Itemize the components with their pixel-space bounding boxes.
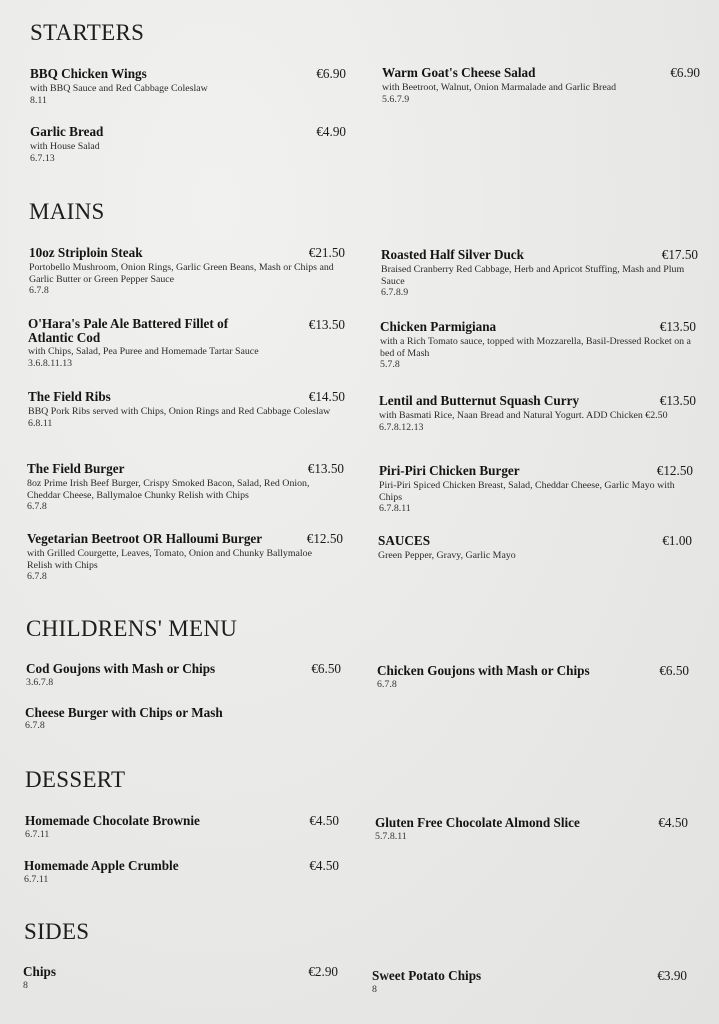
menu-item <box>27 461 344 513</box>
item-name: The Field Burger <box>27 461 125 476</box>
item-name: Gluten Free Chocolate Almond Slice <box>375 815 580 830</box>
item-price: €13.50 <box>307 461 344 476</box>
menu-item <box>25 706 341 732</box>
item-price: €6.90 <box>316 66 346 81</box>
menu-item <box>25 813 339 841</box>
menu-item <box>378 533 692 562</box>
menu-item <box>30 66 346 106</box>
item-name: Roasted Half Silver Duck <box>381 247 524 262</box>
item-description: Green Pepper, Gravy, Garlic Mayo <box>378 550 516 561</box>
item-description: with Beetroot, Walnut, Onion Marmalade and Garlic Bread <box>382 82 617 93</box>
item-price: €6.50 <box>659 663 689 678</box>
item-allergens: 6.7.8.12.13 <box>379 421 424 433</box>
section-title-starters: STARTERS <box>30 20 145 45</box>
item-price: €14.50 <box>308 389 345 404</box>
item-allergens: 5.6.7.9 <box>382 93 410 105</box>
menu-item <box>27 531 343 583</box>
item-name: SAUCES <box>378 533 431 548</box>
item-name: Chicken Goujons with Mash or Chips <box>377 663 590 678</box>
menu-item <box>379 393 696 433</box>
section-title-childrens: CHILDRENS' MENU <box>26 616 238 641</box>
item-price: €17.50 <box>661 247 698 262</box>
section-title-sides: SIDES <box>24 919 90 944</box>
item-allergens: 6.7.8 <box>27 501 47 512</box>
menu-item <box>381 247 698 299</box>
menu-item <box>29 245 345 297</box>
item-price: €4.50 <box>309 813 339 828</box>
item-price: €13.50 <box>659 319 696 334</box>
item-name: The Field Ribs <box>28 389 111 404</box>
item-allergens: 6.7.8.11 <box>379 503 411 514</box>
item-description: Piri-Piri Spiced Chicken Breast, Salad, Cheddar Cheese, Garlic Mayo with Chips <box>379 480 675 503</box>
section-title-dessert: DESSERT <box>25 767 126 792</box>
item-name: BBQ Chicken Wings <box>30 66 147 81</box>
item-allergens: 8 <box>372 984 377 995</box>
item-name: Chicken Parmigiana <box>380 319 497 334</box>
item-price: €4.50 <box>658 815 688 830</box>
item-allergens: 8 <box>23 980 28 991</box>
item-description: with Basmati Rice, Naan Bread and Natural Yogurt. ADD Chicken €2.50 <box>379 410 668 421</box>
menu-item <box>380 319 696 371</box>
item-allergens: 6.7.11 <box>25 829 50 840</box>
item-name: Warm Goat's Cheese Salad <box>382 65 536 80</box>
menu-item <box>377 663 689 691</box>
item-price: €12.50 <box>306 531 343 546</box>
item-name: O'Hara's Pale Ale Battered Fillet of Atlantic Cod <box>28 316 229 345</box>
item-price: €6.50 <box>311 661 341 676</box>
item-description: with Chips, Salad, Pea Puree and Homemade Tartar Sauce <box>28 346 259 357</box>
item-price: €13.50 <box>659 393 696 408</box>
item-allergens: 3.6.8.11.13 <box>28 357 73 369</box>
item-price: €4.50 <box>309 858 339 873</box>
item-name: Lentil and Butternut Squash Curry <box>379 393 580 408</box>
item-description: with House Salad <box>30 141 100 152</box>
item-description: with BBQ Sauce and Red Cabbage Coleslaw <box>30 83 208 94</box>
item-allergens: 6.7.8 <box>25 720 45 731</box>
item-allergens: 8.11 <box>30 94 47 106</box>
item-name: Cod Goujons with Mash or Chips <box>26 661 216 676</box>
item-price: €21.50 <box>308 245 345 260</box>
menu-item <box>28 317 345 369</box>
item-allergens: 6.7.11 <box>24 874 49 885</box>
menu-item <box>24 858 339 886</box>
menu-item <box>28 389 345 429</box>
item-allergens: 5.7.8.11 <box>375 831 407 842</box>
item-name: Garlic Bread <box>30 124 104 139</box>
item-name: Vegetarian Beetroot OR Halloumi Burger <box>27 531 263 546</box>
item-name: Cheese Burger with Chips or Mash <box>25 705 223 720</box>
item-price: €3.90 <box>657 968 687 983</box>
item-allergens: 6.7.8 <box>377 679 397 690</box>
item-name: Chips <box>23 964 56 979</box>
item-allergens: 5.7.8 <box>380 359 400 370</box>
menu-item <box>30 124 346 164</box>
item-name: 10oz Striploin Steak <box>29 245 143 260</box>
item-name: Homemade Apple Crumble <box>24 858 179 873</box>
item-description: Braised Cranberry Red Cabbage, Herb and Apricot Stuffing, Mash and Plum Sauce <box>381 264 685 287</box>
menu-item <box>382 65 700 105</box>
item-price: €12.50 <box>656 463 693 478</box>
item-allergens: 3.6.7.8 <box>26 677 54 688</box>
item-allergens: 6.7.8 <box>29 285 49 296</box>
item-allergens: 6.7.8.9 <box>381 287 409 298</box>
item-price: €1.00 <box>662 533 692 548</box>
item-name: Piri-Piri Chicken Burger <box>379 463 520 478</box>
item-price: €13.50 <box>308 317 345 332</box>
item-price: €6.90 <box>670 65 700 80</box>
section-title-mains: MAINS <box>29 199 105 224</box>
item-allergens: 6.8.11 <box>28 417 53 429</box>
item-name: Sweet Potato Chips <box>372 968 482 983</box>
menu-item <box>375 815 688 843</box>
item-description: with a Rich Tomato sauce, topped with Mozzarella, Basil-Dressed Rocket on a bed of Mash <box>380 336 691 359</box>
menu-item <box>23 964 338 992</box>
menu-item <box>379 463 693 515</box>
item-description: 8oz Prime Irish Beef Burger, Crispy Smoked Bacon, Salad, Red Onion, Cheddar Cheese, Ballymaloe Chunky Relish with Chips <box>27 478 310 501</box>
item-allergens: 6.7.13 <box>30 152 55 164</box>
menu-item <box>372 968 687 996</box>
item-name: Homemade Chocolate Brownie <box>25 813 200 828</box>
item-price: €4.90 <box>316 124 346 139</box>
item-price: €2.90 <box>308 964 338 979</box>
item-description: BBQ Pork Ribs served with Chips, Onion Rings and Red Cabbage Coleslaw <box>28 406 331 417</box>
item-description: Portobello Mushroom, Onion Rings, Garlic Green Beans, Mash or Chips and Garlic Butter or Green Pepper Sauce <box>29 262 334 285</box>
menu-item <box>26 661 341 689</box>
item-allergens: 6.7.8 <box>27 571 47 582</box>
item-description: with Grilled Courgette, Leaves, Tomato, Onion and Chunky Ballymaloe Relish with Chips <box>27 548 312 571</box>
